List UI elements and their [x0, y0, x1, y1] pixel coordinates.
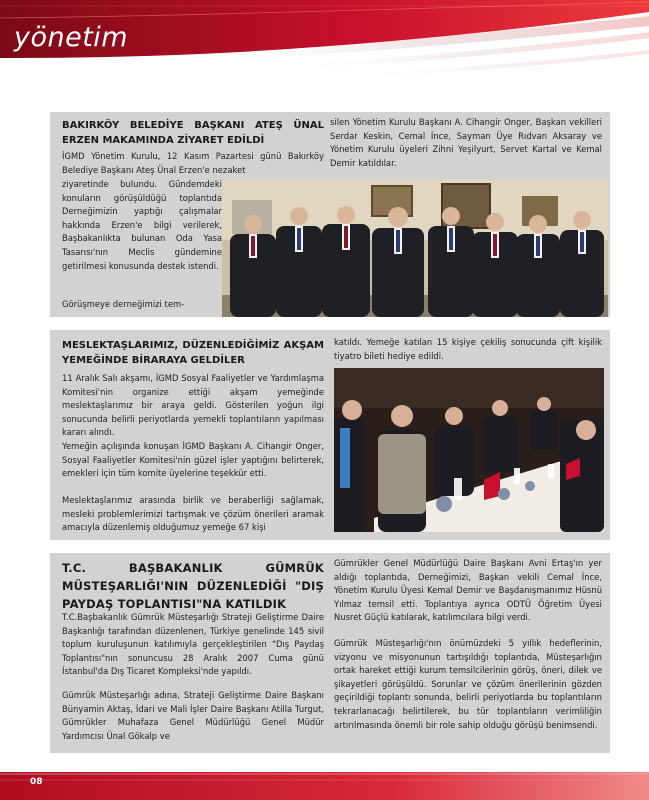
page-footer: [0, 768, 649, 800]
page-header: [0, 0, 649, 78]
section-title: yönetim: [14, 22, 129, 53]
article-title: MESLEKTAŞLARIMIZ, DÜZENLEDİĞİMİZ AKŞAM YEMEĞİNDE BİRARAYA GELDİLER: [62, 340, 324, 366]
footer-band-graphic: [0, 768, 649, 800]
article-body-right: katıldı. Yemeğe katılan 15 kişiye çekiliş sonucunda çift kişilik tiyatro bileti hediye edildi.: [334, 337, 602, 361]
article-box-customs: [50, 553, 610, 753]
article-intro: İGMD Yönetim Kurulu, 12 Kasım Pazartesi günü Bakırköy Belediye Başkanı Ateş Ünal Erzen'e nezaket: [62, 151, 324, 175]
photo-dinner: [334, 368, 604, 532]
article-paragraph-1: 11 Aralık Salı akşamı, İGMD Sosyal Faaliyetler ve Yardımlaşma Komitesi'nin organize ettiği akşam yemeğinde meslektaşlarımız bir araya geldi. Gösterilen yoğun ilgi sonucunda belirli periyotlarda yemekli toplantıların yapılması kararı alındı.: [62, 373, 324, 438]
article-paragraph-3: Meslektaşlarımız arasında birlik ve beraberliği sağlamak, mesleki problemlerimizi tartışmak ve çözüm önerileri aramak amacıyla düzenlemiş olduğumuz yemeğe 67 kişi: [62, 495, 324, 533]
page-number: 08: [30, 777, 43, 787]
article-left-paragraph-2: Gümrük Müsteşarlığı adına, Strateji Geliştirme Daire Başkanı Bünyamin Aktaş, İdari ve Mali İşler Daire Başkanı Atilla Turgut, Gümrükler Muhafaza Genel Müdürlüğü Genel Müdür Yardımcısı Ünal Gökalp ve: [62, 690, 324, 741]
article-box-visit: [50, 112, 610, 317]
article-body-narrow: ziyaretinde bulundu. Gündemdeki konuların görüşüldüğü toplantıda Derneğimizin yaptığı çalışmalar hakkında Erzen'e bilgi verilerek, Başbakanlıkta bulunan Oda Yasa Tasarısı'nın Meclis gündemine getirilmesi konusunda destek istendi.: [62, 179, 222, 271]
article-right-paragraph-2: Gümrük Müsteşarlığı'nın önümüzdeki 5 yıllık hedeflerinin, vizyonu ve misyonunun tartışıldığı toplantıda, Müsteşarlığın ortak hareket ettiği kurum temsilcilerinin görüş, öneri, dilek ve şikayetleri görüşüldü. Sorunlar ve çözüm önerilerinin gözden geçirildiği toplantı sonunda, belirli periyotlarda bu toplantıların tekrarlanacağı belirtilerek, bu tür toplantıların verimliliğin artırılmasında önemli bir role sahip olduğu görüşü benimsendi.: [334, 638, 602, 730]
article-paragraph-2: Yemeğin açılışında konuşan İGMD Başkanı A. Cihangir Onger, Sosyal Faaliyetler Komitesi'nin güzel işler yaptığını belirterek, emekleri için tüm komite üyelerine teşekkür etti.: [62, 441, 324, 479]
article-body-tail: Görüşmeye derneğimizi tem-: [62, 299, 185, 309]
article-box-dinner: [50, 330, 610, 540]
article-title: BAKIRKÖY BELEDİYE BAŞKANI ATEŞ ÜNAL ERZEN MAKAMINDA ZİYARET EDİLDİ: [62, 120, 324, 146]
article-body-right: silen Yönetim Kurulu Başkanı A. Cihangir Onger, Başkan vekilleri Serdar Keskin, Cemal İnce, Sayman Üye Rıdvan Aksaray ve Yönetim Kurulu üyeleri Zihni Yeşilyurt, Servet Kartal ve Kemal Demir katıldılar.: [330, 117, 602, 168]
article-title: T.C. BAŞBAKANLIK GÜMRÜK MÜSTEŞARLIĞI'NIN DÜZENLEDİĞİ "DIŞ PAYDAŞ TOPLANTISI"NA KATILDIK: [62, 561, 324, 611]
article-right-paragraph-1: Gümrükler Genel Müdürlüğü Daire Başkanı Avni Ertaş'ın yer aldığı toplantıda, Derneğimizi, Başkan vekili Cemal İnce, Yönetim Kurulu Üyesi Kemal Demir ve Başdanışmanımız Hüsnü Yılmaz temsil etti. Toplantıya ayrıca ODTÜ Öğretim Üyesi Nusret Güçlü katılarak, katılımcılara bilgi verdi.: [334, 558, 602, 623]
article-left-paragraph-1: T.C.Başbakanlık Gümrük Müsteşarlığı Strateji Geliştirme Daire Başkanlığı tarafından düzenlenen, Türkiye genelinde 145 sivil toplum kuruluşunun katılımıyla gerçekleştirilen "Dış Paydaş Toplantısı"nın sonuncusu 28 Aralık 2007 Cuma günü İstanbul'da Dış Ticaret Kompleksi'nde yapıldı.: [62, 612, 324, 677]
photo-group-meeting: [222, 180, 608, 317]
